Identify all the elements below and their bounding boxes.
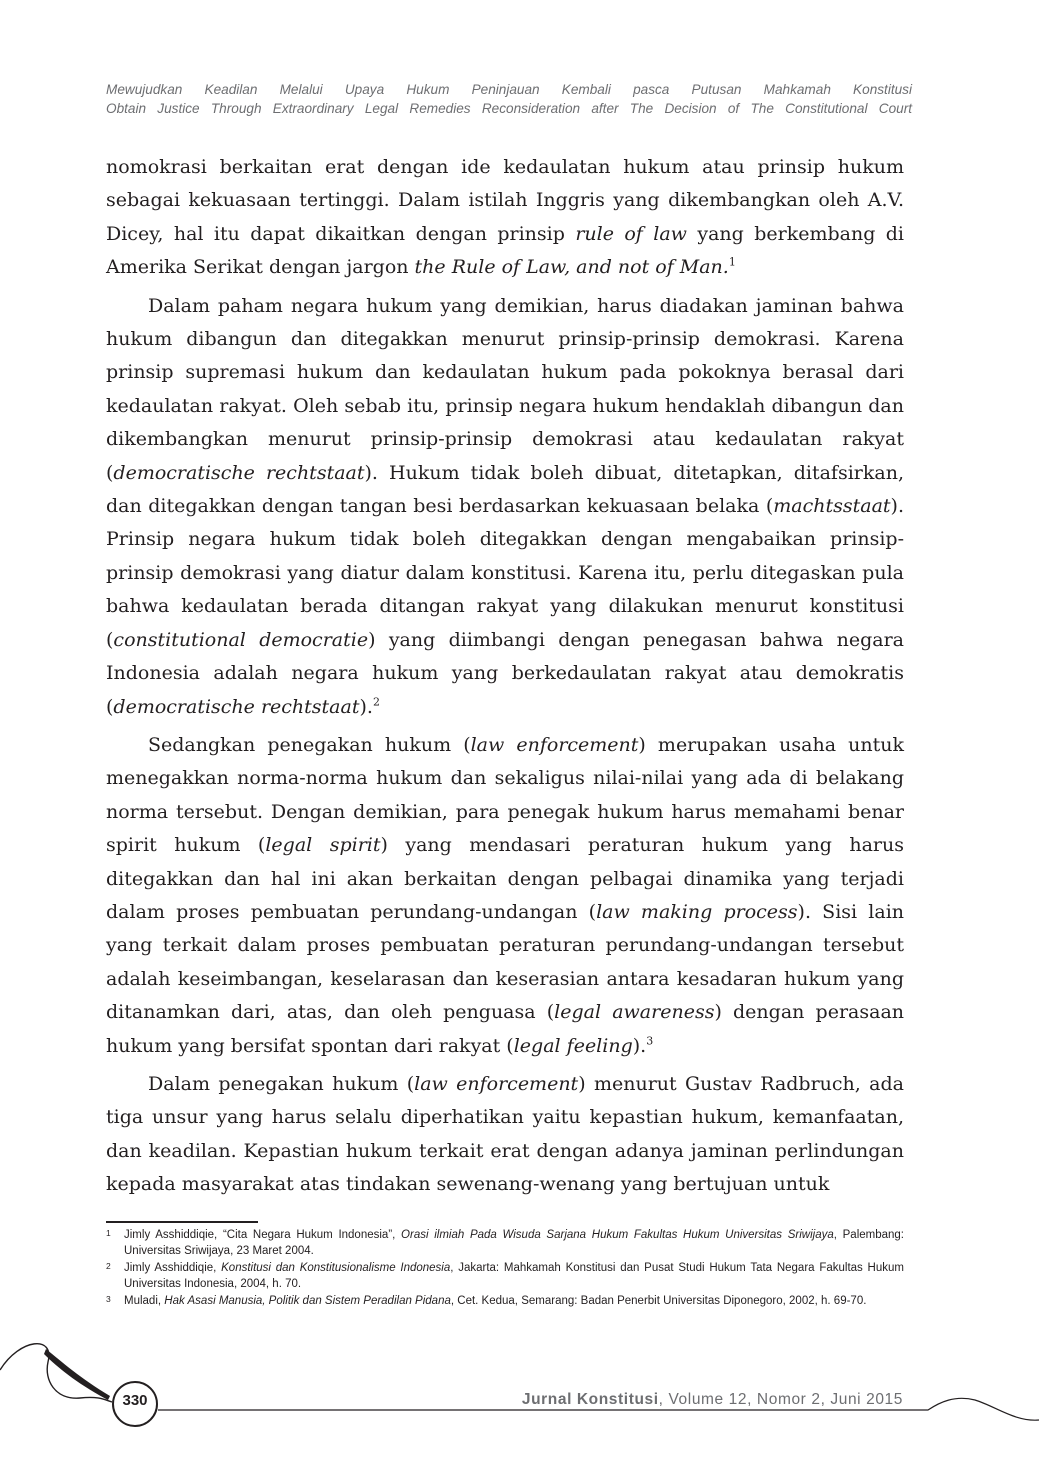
footnote-text: Jimly Asshiddiqie, “Cita Negara Hukum Indonesia”, [124, 1229, 402, 1241]
text-run: ) merupakan usaha untuk menegakkan norma-norma hukum dan sekaligus nilai-nilai yang ada di belakang norma tersebut. Dengan demikian, para penegak hukum harus memahami benar spirit hukum ( [106, 733, 904, 857]
text-run: yang berkembang di Amerika Serikat dengan jargon [106, 222, 905, 279]
italic-term: machtsstaat [773, 495, 891, 518]
footnote-text: , Palembang: Universitas Sriwijaya, 23 Maret 2004. [124, 1229, 904, 1257]
running-head-line-2: Obtain Justice Through Extraordinary Legal Remedies Reconsideration after The Decision of The Constitutional Court [106, 101, 912, 116]
footnote-title: Konstitusi dan Konstitusionalisme Indonesia [221, 1262, 451, 1274]
italic-term: constitutional democratie [113, 628, 369, 651]
italic-term: rule of law [575, 222, 687, 245]
text-run: ) yang diimbangi dengan penegasan bahwa negara Indonesia adalah negara hukum yang berkedaulatan rakyat atau demokratis ( [106, 628, 904, 718]
swoosh-left-icon [44, 1349, 110, 1400]
footnote-ref-1[interactable]: 1 [728, 255, 736, 269]
footnotes [106, 1228, 904, 1312]
text-run: ) yang mendasari peraturan hukum yang harus ditegakkan dan hal ini akan berkaitan dengan pelbagai dinamika yang terjadi dalam proses pembuatan perundang-undangan ( [106, 834, 904, 923]
footnote-number: 2 [106, 1261, 111, 1271]
italic-term: legal feeling [513, 1034, 633, 1057]
text-run: ). [359, 695, 373, 718]
footnote-1 [106, 1228, 904, 1259]
footnote-3 [106, 1294, 904, 1310]
text-run: ) menurut Gustav Radbruch, ada tiga unsur yang harus selalu diperhatikan yaitu kepastian hukum, kemanfaatan, dan keadilan. Kepastian hukum terkait erat dengan adanya jaminan perlindungan kepada masyarakat atas tindakan sewenang-wenang yang bertujuan untuk [106, 1072, 904, 1196]
journal-issue: , Volume 12, Nomor 2, Juni 2015 [658, 1391, 903, 1408]
running-head [106, 80, 912, 118]
footnote-text: , Jakarta: Mahkamah Konstitusi dan Pusat Studi Hukum Tata Negara Fakultas Hukum Universitas Indonesia, 2004, h. 70. [124, 1262, 904, 1290]
footnote-2 [106, 1261, 904, 1292]
footer-ornament [0, 1340, 1039, 1440]
footnote-title: Orasi ilmiah Pada Wisuda Sarjana Hukum Fakultas Hukum Universitas Sriwijaya [401, 1229, 834, 1241]
footnote-text: Jimly Asshiddiqie, [124, 1262, 222, 1274]
running-head-line-1: Mewujudkan Keadilan Melalui Upaya Hukum Peninjauan Kembali pasca Putusan Mahkamah Konstitusi [106, 82, 912, 97]
italic-term: democratische rechtstaat [113, 695, 360, 718]
footnote-divider [106, 1221, 258, 1223]
swoosh-left-icon [0, 1344, 112, 1402]
paragraph-3 [106, 729, 904, 1063]
italic-term: law making process [596, 900, 798, 923]
footnote-number: 1 [106, 1228, 111, 1238]
footnote-text: Muladi, [124, 1295, 165, 1307]
footnote-ref-3[interactable]: 3 [646, 1034, 654, 1048]
italic-term: law enforcement [470, 733, 639, 756]
italic-term: legal spirit [265, 834, 381, 857]
text-run: ). [632, 1034, 647, 1057]
body-text [106, 151, 904, 1207]
paragraph-2 [106, 290, 904, 724]
paragraph-4 [106, 1068, 904, 1202]
paragraph-1 [106, 151, 904, 285]
italic-term: the Rule of Law, and not of Man. [414, 256, 729, 279]
footnote-number: 3 [106, 1294, 111, 1304]
text-run: ). Prinsip negara hukum tidak boleh ditegakkan dengan mengabaikan prinsip-prinsip demokrasi yang diatur dalam konstitusi. Karena itu, perlu ditegaskan pula bahwa kedaulatan berada ditangan rakyat yang dilakukan menurut konstitusi ( [106, 495, 904, 651]
journal-footer [522, 1391, 903, 1409]
italic-term: law enforcement [414, 1072, 579, 1095]
footnote-text: , Cet. Kedua, Semarang: Badan Penerbit Universitas Diponegoro, 2002, h. 69-70. [450, 1295, 867, 1307]
text-run: ). Sisi lain yang terkait dalam proses pembuatan peraturan perundang-undangan tersebut adalah keseimbangan, keselarasan dan keserasian antara kesadaran hukum yang ditanamkan dari, atas, dan oleh penguasa ( [106, 900, 905, 1024]
text-run: nomokrasi berkaitan erat dengan ide kedaulatan hukum atau prinsip hukum sebagai kekuasaan tertinggi. Dalam istilah Inggris yang dikembangkan oleh A.V. Dicey, hal itu dapat dikaitkan dengan prinsip [106, 156, 904, 245]
journal-name: Jurnal Konstitusi [521, 1391, 659, 1408]
footnote-title: Hak Asasi Manusia, Politik dan Sistem Peradilan Pidana [164, 1295, 451, 1307]
text-run: ) dengan perasaan hukum yang bersifat spontan dari rakyat ( [106, 1001, 905, 1057]
text-run: Dalam penegakan hukum ( [148, 1072, 415, 1095]
page-number: 330 [122, 1392, 148, 1409]
italic-term: democratische rechtstaat [113, 461, 365, 484]
text-run: ). Hukum tidak boleh dibuat, ditetapkan, ditafsirkan, dan ditegakkan dengan tangan besi berdasarkan kekuasaan belaka ( [106, 461, 904, 518]
text-run: Sedangkan penegakan hukum ( [148, 733, 471, 756]
italic-term: legal awareness [554, 1001, 715, 1024]
footnote-ref-2[interactable]: 2 [372, 695, 380, 709]
text-run: Dalam paham negara hukum yang demikian, harus diadakan jaminan bahwa hukum dibangun dan ditegakkan menurut prinsip-prinsip demokrasi. Karena prinsip supremasi hukum dan kedaulatan hukum pada pokoknya berasal dari kedaulatan rakyat. Oleh sebab itu, prinsip negara hukum hendaklah dibangun dan dikembangkan menurut prinsip-prinsip demokrasi atau kedaulatan rakyat ( [106, 294, 904, 484]
